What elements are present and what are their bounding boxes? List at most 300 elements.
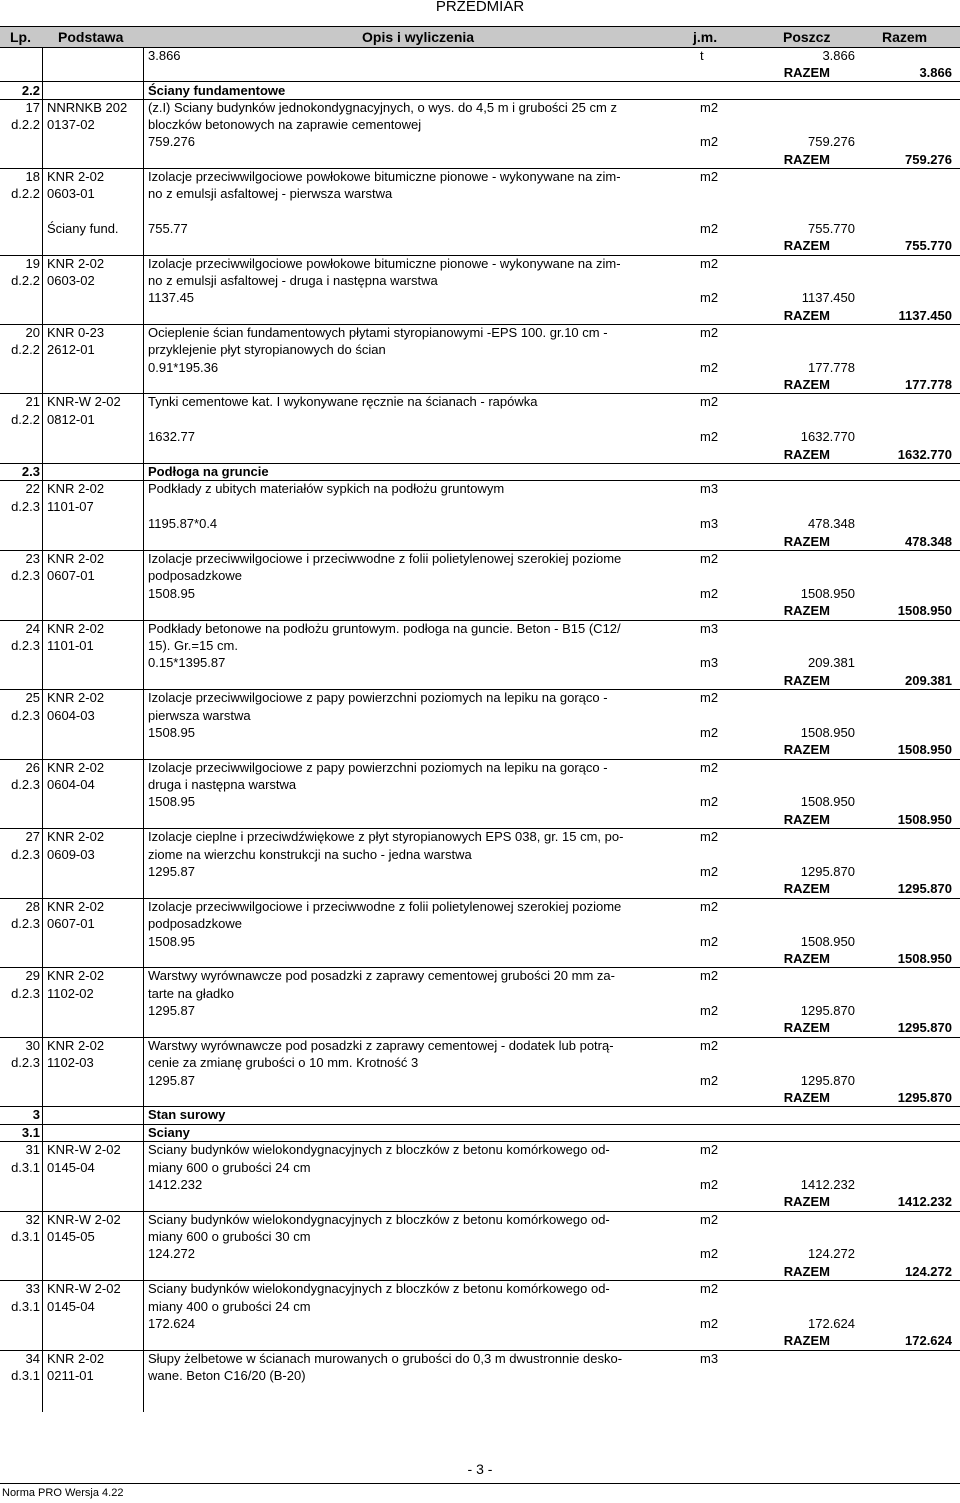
row-razem-label: RAZEM xyxy=(783,377,830,392)
row-poszcz: 3.866 xyxy=(822,48,855,63)
row-unit: m3 xyxy=(700,516,719,531)
row-unit: m2 xyxy=(700,290,719,305)
row-code: KNR-W 2-02 xyxy=(47,1142,121,1157)
row-razem-label: RAZEM xyxy=(783,308,830,323)
row-unit: m2 xyxy=(700,256,719,271)
row-description: 1295.87 xyxy=(148,1003,195,1018)
table-row xyxy=(0,933,960,950)
row-description: 172.624 xyxy=(148,1316,195,1331)
row-razem-label: RAZEM xyxy=(783,1333,830,1348)
row-description: Izolacje cieplne i przeciwdźwiękowe z płyt styropianowych EPS 038, gr. 15 cm, po- xyxy=(148,829,624,844)
row-razem-value: 759.276 xyxy=(905,152,952,167)
row-razem-value: 177.778 xyxy=(905,377,952,392)
table-row xyxy=(0,915,960,932)
row-unit: m2 xyxy=(700,134,719,149)
table-row xyxy=(0,133,960,150)
row-description: Podłoga na gruncie xyxy=(148,464,269,479)
table-row xyxy=(0,168,960,185)
row-razem-value: 3.866 xyxy=(919,65,952,80)
row-description: Podkłady betonowe na podłożu gruntowym. podłoga na guncie. Beton - B15 (C12/ xyxy=(148,621,621,636)
table-row xyxy=(0,64,960,81)
table-row xyxy=(0,602,960,619)
table-row xyxy=(0,1124,960,1141)
row-unit: m2 xyxy=(700,1073,719,1088)
row-code: KNR 0-23 xyxy=(47,325,105,340)
row-description: 1508.95 xyxy=(148,794,195,809)
row-code: KNR 2-02 xyxy=(47,690,105,705)
row-code: 0603-02 xyxy=(47,273,95,288)
row-unit: m2 xyxy=(700,1038,719,1053)
row-razem-label: RAZEM xyxy=(783,881,830,896)
row-code: KNR 2-02 xyxy=(47,256,105,271)
row-code: 0812-01 xyxy=(47,412,95,427)
table-row xyxy=(0,341,960,358)
row-code: KNR 2-02 xyxy=(47,621,105,636)
row-lp: d.2.2 xyxy=(11,117,40,132)
table-row xyxy=(0,1350,960,1367)
row-code: KNR 2-02 xyxy=(47,829,105,844)
table-row xyxy=(0,1106,960,1123)
row-poszcz: 1508.950 xyxy=(800,794,855,809)
row-description: Izolacje przeciwwilgociowe z papy powierzchni poziomych na lepiku na gorąco - xyxy=(148,760,608,775)
row-razem-label: RAZEM xyxy=(783,238,830,253)
row-razem-label: RAZEM xyxy=(783,1020,830,1035)
header-razem: Razem xyxy=(882,29,928,45)
row-unit: m2 xyxy=(700,1281,719,1296)
row-lp: 3.1 xyxy=(21,1125,40,1140)
table-row xyxy=(0,515,960,532)
row-razem-value: 1137.450 xyxy=(898,308,952,323)
table-row xyxy=(0,255,960,272)
row-lp: 24 xyxy=(25,621,40,636)
table-row xyxy=(0,811,960,828)
row-description: Izolacje przeciwwilgociowe powłokowe bitumiczne pionowe - wykonywane na zim- xyxy=(148,256,621,271)
table-row xyxy=(0,1141,960,1158)
row-lp: d.2.2 xyxy=(11,412,40,427)
table-row xyxy=(0,498,960,515)
table-row xyxy=(0,1211,960,1228)
row-code: Ściany fund. xyxy=(47,221,119,236)
row-lp: 21 xyxy=(25,394,40,409)
row-unit: m2 xyxy=(700,794,719,809)
row-lp: d.2.3 xyxy=(11,916,40,931)
table-row xyxy=(0,289,960,306)
table-row xyxy=(0,1019,960,1036)
row-description: no z emulsji asfaltowej - pierwsza warstwa xyxy=(148,186,393,201)
table-row xyxy=(0,151,960,168)
row-lp: d.3.1 xyxy=(11,1299,40,1314)
row-unit: m2 xyxy=(700,1212,719,1227)
row-razem-label: RAZEM xyxy=(783,1090,830,1105)
table-row xyxy=(0,47,960,64)
row-unit: m2 xyxy=(700,551,719,566)
row-description: Stan surowy xyxy=(148,1107,226,1122)
row-description: cenie za zmianę grubości o 10 mm. Krotność 3 xyxy=(148,1055,419,1070)
row-lp: d.2.3 xyxy=(11,777,40,792)
row-razem-value: 1295.870 xyxy=(897,1020,952,1035)
table-row xyxy=(0,776,960,793)
table-row xyxy=(0,898,960,915)
row-code: 0607-01 xyxy=(47,568,95,583)
table-row xyxy=(0,359,960,376)
row-description: (z.I) Sciany budynków jednokondygnacyjnych, o wys. do 4,5 m i grubości 25 cm z xyxy=(148,100,617,115)
row-description: 1295.87 xyxy=(148,1073,195,1088)
row-code: 0604-03 xyxy=(47,708,95,723)
row-description: Warstwy wyrównawcze pod posadzki z zaprawy cementowej grubości 20 mm za- xyxy=(148,968,615,983)
row-poszcz: 1508.950 xyxy=(800,586,855,601)
row-unit: m2 xyxy=(700,864,719,879)
table-header xyxy=(0,26,960,48)
table-row xyxy=(0,411,960,428)
row-lp: 22 xyxy=(25,481,40,496)
row-razem-label: RAZEM xyxy=(783,534,830,549)
row-description: miany 600 o grubości 30 cm xyxy=(148,1229,311,1244)
row-unit: m2 xyxy=(700,586,719,601)
table-row xyxy=(0,1176,960,1193)
table-row xyxy=(0,307,960,324)
row-description: podposadzkowe xyxy=(148,916,242,931)
row-code: 0145-04 xyxy=(47,1160,95,1175)
header-poszcz: Poszcz xyxy=(783,29,831,45)
table-row xyxy=(0,220,960,237)
row-lp: d.2.3 xyxy=(11,499,40,514)
row-description: Izolacje przeciwwilgociowe z papy powierzchni poziomych na lepiku na gorąco - xyxy=(148,690,608,705)
row-razem-value: 1508.950 xyxy=(897,812,952,827)
row-lp: d.3.1 xyxy=(11,1229,40,1244)
row-razem-label: RAZEM xyxy=(783,1264,830,1279)
header-lp: Lp. xyxy=(10,29,31,45)
row-unit: m2 xyxy=(700,934,719,949)
row-unit: m2 xyxy=(700,690,719,705)
row-razem-value: 1295.870 xyxy=(897,881,952,896)
row-lp: 3 xyxy=(32,1107,40,1122)
table-row xyxy=(0,689,960,706)
row-unit: t xyxy=(700,48,704,63)
table-row xyxy=(0,480,960,497)
row-lp: 19 xyxy=(25,256,40,271)
table-row xyxy=(0,793,960,810)
row-poszcz: 1632.770 xyxy=(800,429,855,444)
row-code: 2612-01 xyxy=(47,342,95,357)
table-row xyxy=(0,1193,960,1210)
row-lp: d.2.3 xyxy=(11,568,40,583)
row-poszcz: 124.272 xyxy=(808,1246,855,1261)
row-description: 15). Gr.=15 cm. xyxy=(148,638,238,653)
row-razem-label: RAZEM xyxy=(783,447,830,462)
table-row xyxy=(0,672,960,689)
row-code: 0137-02 xyxy=(47,117,95,132)
table-row xyxy=(0,967,960,984)
row-description: 3.866 xyxy=(148,48,181,63)
row-poszcz: 1508.950 xyxy=(800,725,855,740)
table-row xyxy=(0,637,960,654)
row-code: KNR 2-02 xyxy=(47,899,105,914)
row-unit: m2 xyxy=(700,1177,719,1192)
table-row xyxy=(0,1089,960,1106)
header-podstawa: Podstawa xyxy=(58,29,124,45)
row-razem-value: 1295.870 xyxy=(897,1090,952,1105)
row-unit: m2 xyxy=(700,760,719,775)
row-description: 759.276 xyxy=(148,134,195,149)
row-razem-value: 1632.770 xyxy=(897,447,952,462)
table-row xyxy=(0,82,960,99)
software-version: Norma PRO Wersja 4.22 xyxy=(2,1487,124,1499)
row-description: no z emulsji asfaltowej - druga i następna warstwa xyxy=(148,273,438,288)
row-razem-value: 124.272 xyxy=(905,1264,952,1279)
table-row xyxy=(0,1002,960,1019)
row-description: 124.272 xyxy=(148,1246,195,1261)
row-poszcz: 755.770 xyxy=(808,221,855,236)
row-code: 0211-01 xyxy=(47,1368,94,1383)
row-description: 1508.95 xyxy=(148,934,195,949)
table-row xyxy=(0,1367,960,1384)
row-code: KNR 2-02 xyxy=(47,968,105,983)
row-description: Sciany budynków wielokondygnacyjnych z bloczków z betonu komórkowego od- xyxy=(148,1142,610,1157)
row-unit: m2 xyxy=(700,169,719,184)
row-lp: 2.2 xyxy=(21,83,40,98)
row-description: 0.91*195.36 xyxy=(148,360,219,375)
row-lp: d.2.3 xyxy=(11,638,40,653)
row-description: Sciany xyxy=(148,1125,190,1140)
row-lp: 33 xyxy=(25,1281,40,1296)
row-poszcz: 172.624 xyxy=(808,1316,855,1331)
row-lp: 17 xyxy=(25,100,40,115)
row-code: 1102-03 xyxy=(47,1055,94,1070)
row-unit: m2 xyxy=(700,1142,719,1157)
row-razem-label: RAZEM xyxy=(783,1194,830,1209)
row-description: Podkłady z ubitych materiałów sypkich na podłożu gruntowym xyxy=(148,481,505,496)
row-poszcz: 1295.870 xyxy=(800,864,855,879)
table-row xyxy=(0,99,960,116)
page-number: - 3 - xyxy=(467,1461,493,1477)
row-code: KNR-W 2-02 xyxy=(47,394,121,409)
header-opis: Opis i wyliczenia xyxy=(362,29,475,45)
row-lp: 32 xyxy=(25,1212,40,1227)
row-code: 1101-07 xyxy=(47,499,94,514)
table-row xyxy=(0,237,960,254)
row-description: Ściany fundamentowe xyxy=(148,83,286,98)
row-unit: m2 xyxy=(700,429,719,444)
row-code: KNR 2-02 xyxy=(47,1038,105,1053)
table-row xyxy=(0,863,960,880)
row-lp: d.2.3 xyxy=(11,986,40,1001)
table-row xyxy=(0,985,960,1002)
row-description: Izolacje przeciwwilgociowe i przeciwwodne z folii polietylenowej szerokiej poziome xyxy=(148,551,622,566)
row-code: KNR 2-02 xyxy=(47,551,105,566)
row-unit: m2 xyxy=(700,725,719,740)
table-row xyxy=(0,1054,960,1071)
table-row xyxy=(0,759,960,776)
row-unit: m2 xyxy=(700,1316,719,1331)
row-description: druga i następna warstwa xyxy=(148,777,297,792)
row-unit: m3 xyxy=(700,621,719,636)
row-code: KNR 2-02 xyxy=(47,481,105,496)
row-poszcz: 478.348 xyxy=(808,516,855,531)
row-razem-value: 1412.232 xyxy=(897,1194,952,1209)
row-poszcz: 1295.870 xyxy=(800,1073,855,1088)
table-row xyxy=(0,880,960,897)
row-razem-label: RAZEM xyxy=(783,673,830,688)
table-row xyxy=(0,1315,960,1332)
row-unit: m2 xyxy=(700,1003,719,1018)
table-row xyxy=(0,185,960,202)
row-description: 1632.77 xyxy=(148,429,195,444)
row-lp: 29 xyxy=(25,968,40,983)
table-body xyxy=(0,47,960,1412)
row-lp: 31 xyxy=(25,1142,40,1157)
row-poszcz: 1412.232 xyxy=(800,1177,855,1192)
row-lp: d.2.2 xyxy=(11,186,40,201)
row-lp: d.2.2 xyxy=(11,342,40,357)
row-unit: m2 xyxy=(700,360,719,375)
row-poszcz: 759.276 xyxy=(808,134,855,149)
table-row xyxy=(0,1263,960,1280)
row-description: Słupy żelbetowe w ścianach murowanych o grubości do 0,3 m dwustronnie desko- xyxy=(148,1351,623,1366)
row-unit: m2 xyxy=(700,100,719,115)
row-poszcz: 1508.950 xyxy=(800,934,855,949)
row-description: bloczków betonowych na zaprawie cementowej xyxy=(148,117,422,132)
row-description: 1195.87*0.4 xyxy=(148,516,218,531)
row-razem-value: 172.624 xyxy=(905,1333,952,1348)
table-row xyxy=(0,324,960,341)
row-description: pierwsza warstwa xyxy=(148,708,251,723)
row-code: 0607-01 xyxy=(47,916,95,931)
row-code: 0145-05 xyxy=(47,1229,95,1244)
table-row xyxy=(0,1228,960,1245)
row-poszcz: 177.778 xyxy=(808,360,855,375)
row-razem-value: 478.348 xyxy=(905,534,952,549)
row-unit: m2 xyxy=(700,829,719,844)
table-row xyxy=(0,620,960,637)
row-lp: d.3.1 xyxy=(11,1368,40,1383)
row-lp: d.3.1 xyxy=(11,1160,40,1175)
row-description: Izolacje przeciwwilgociowe i przeciwwodne z folii polietylenowej szerokiej poziome xyxy=(148,899,622,914)
row-description: miany 600 o grubości 24 cm xyxy=(148,1160,311,1175)
table-row xyxy=(0,463,960,480)
row-unit: m3 xyxy=(700,481,719,496)
row-code: 1101-01 xyxy=(47,638,94,653)
row-description: Izolacje przeciwwilgociowe powłokowe bitumiczne pionowe - wykonywane na zim- xyxy=(148,169,621,184)
row-description: 1137.45 xyxy=(148,290,195,305)
row-description: wane. Beton C16/20 (B-20) xyxy=(148,1368,306,1383)
document-title: PRZEDMIAR xyxy=(435,0,525,15)
table-row xyxy=(0,585,960,602)
row-razem-label: RAZEM xyxy=(783,812,830,827)
table-row xyxy=(0,1298,960,1315)
row-lp: 18 xyxy=(25,169,40,184)
table-row xyxy=(0,1037,960,1054)
row-unit: m2 xyxy=(700,394,719,409)
row-description: Sciany budynków wielokondygnacyjnych z bloczków z betonu komórkowego od- xyxy=(148,1212,610,1227)
row-lp: 25 xyxy=(25,690,40,705)
row-poszcz: 1295.870 xyxy=(800,1003,855,1018)
row-unit: m3 xyxy=(700,655,719,670)
row-razem-value: 755.770 xyxy=(905,238,952,253)
table-row xyxy=(0,272,960,289)
row-razem-label: RAZEM xyxy=(783,152,830,167)
row-code: KNR 2-02 xyxy=(47,1351,105,1366)
row-lp: 20 xyxy=(25,325,40,340)
row-code: KNR-W 2-02 xyxy=(47,1212,121,1227)
row-description: Sciany budynków wielokondygnacyjnych z bloczków z betonu komórkowego od- xyxy=(148,1281,610,1296)
row-description: 755.77 xyxy=(148,221,188,236)
row-description: podposadzkowe xyxy=(148,568,242,583)
table-row xyxy=(0,446,960,463)
row-code: 0609-03 xyxy=(47,847,95,862)
row-description: 1412.232 xyxy=(148,1177,203,1192)
row-razem-value: 1508.950 xyxy=(897,603,952,618)
row-razem-value: 1508.950 xyxy=(897,742,952,757)
row-code: 1102-02 xyxy=(47,986,94,1001)
row-description: miany 400 o grubości 24 cm xyxy=(148,1299,311,1314)
row-lp: 27 xyxy=(25,829,40,844)
table-row xyxy=(0,376,960,393)
row-unit: m2 xyxy=(700,968,719,983)
table-row xyxy=(0,533,960,550)
row-lp: d.2.2 xyxy=(11,273,40,288)
row-razem-label: RAZEM xyxy=(783,65,830,80)
row-description: 1508.95 xyxy=(148,586,195,601)
row-razem-label: RAZEM xyxy=(783,603,830,618)
row-lp: 30 xyxy=(25,1038,40,1053)
row-lp: 26 xyxy=(25,760,40,775)
table-row xyxy=(0,1072,960,1089)
header-jm: j.m. xyxy=(693,29,718,45)
table-row xyxy=(0,428,960,445)
row-description: 0.15*1395.87 xyxy=(148,655,226,670)
row-razem-label: RAZEM xyxy=(783,742,830,757)
row-lp: 2.3 xyxy=(21,464,40,479)
row-poszcz: 1137.450 xyxy=(801,290,855,305)
row-lp: d.2.3 xyxy=(11,847,40,862)
row-code: KNR 2-02 xyxy=(47,760,105,775)
row-unit: m3 xyxy=(700,1351,719,1366)
table-row xyxy=(0,654,960,671)
row-code: 0145-04 xyxy=(47,1299,95,1314)
table-row xyxy=(0,567,960,584)
row-unit: m2 xyxy=(700,221,719,236)
footer-divider xyxy=(0,1483,960,1484)
row-description: tarte na gładko xyxy=(148,986,235,1001)
table-row xyxy=(0,828,960,845)
table-row xyxy=(0,1332,960,1349)
table-row xyxy=(0,724,960,741)
table-row xyxy=(0,550,960,567)
row-description: Warstwy wyrównawcze pod posadzki z zaprawy cementowej - dodatek lub potrą- xyxy=(148,1038,614,1053)
table-row xyxy=(0,116,960,133)
row-lp: 28 xyxy=(25,899,40,914)
table-row xyxy=(0,846,960,863)
row-description: Ocieplenie ścian fundamentowych płytami styropianowymi -EPS 100. gr.10 cm - xyxy=(148,325,608,340)
row-razem-value: 1508.950 xyxy=(897,951,952,966)
row-unit: m2 xyxy=(700,899,719,914)
table-row xyxy=(0,1245,960,1262)
table-row xyxy=(0,1280,960,1297)
row-razem-label: RAZEM xyxy=(783,951,830,966)
row-unit: m2 xyxy=(700,1246,719,1261)
row-code: 0603-01 xyxy=(47,186,95,201)
table-row xyxy=(0,393,960,410)
row-lp: d.2.3 xyxy=(11,1055,40,1070)
row-lp: d.2.3 xyxy=(11,708,40,723)
row-description: 1295.87 xyxy=(148,864,195,879)
table-row xyxy=(0,950,960,967)
row-lp: 23 xyxy=(25,551,40,566)
table-row xyxy=(0,741,960,758)
table-row xyxy=(0,1159,960,1176)
row-poszcz: 209.381 xyxy=(808,655,855,670)
row-description: przyklejenie płyt styropianowych do ścian xyxy=(148,342,386,357)
